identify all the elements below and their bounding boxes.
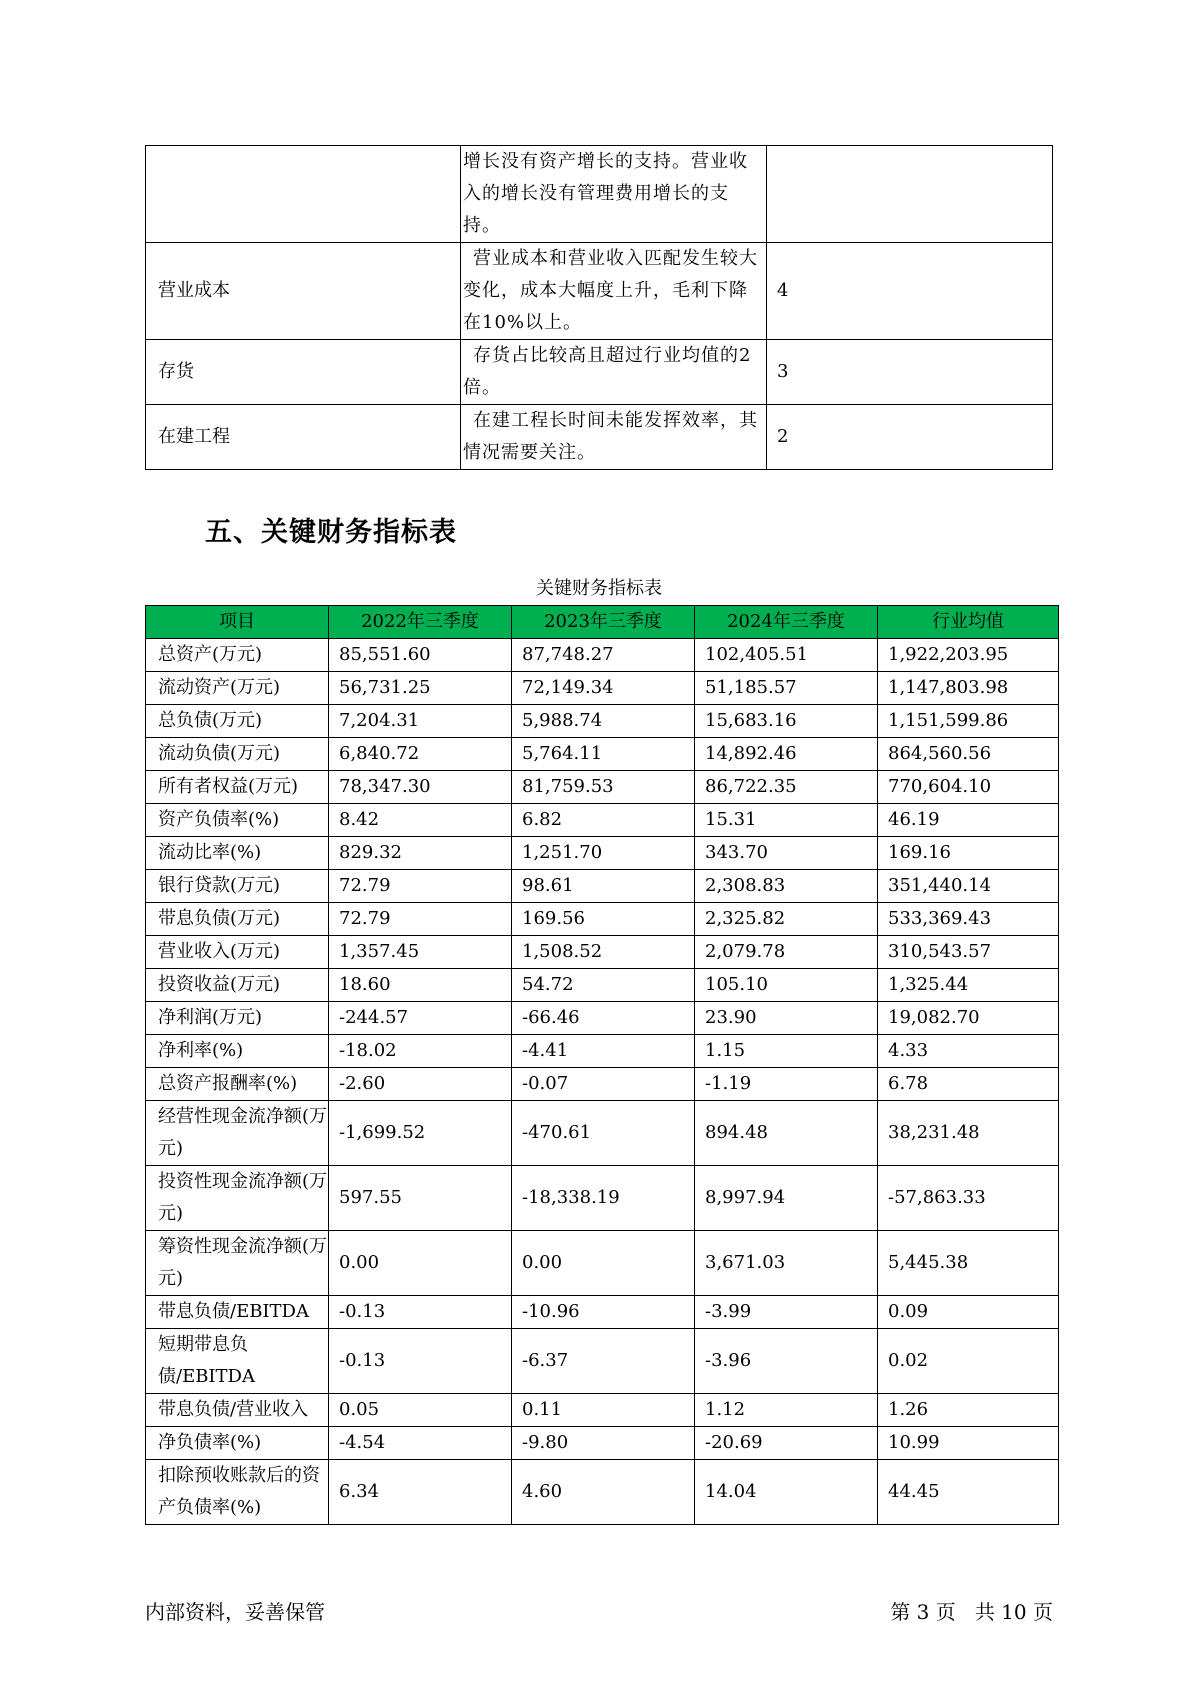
risk-score: 3	[767, 340, 1053, 405]
indicator-value: 6.82	[512, 804, 695, 837]
indicator-value: 597.55	[329, 1166, 512, 1231]
indicator-value: 1,251.70	[512, 837, 695, 870]
footer-confidential-note: 内部资料，妥善保管	[145, 1600, 325, 1624]
indicator-value: 0.02	[878, 1329, 1059, 1394]
indicator-value: 3,671.03	[695, 1231, 878, 1296]
table-row	[146, 705, 1059, 738]
indicator-value: 4.33	[878, 1035, 1059, 1068]
indicator-value: 8.42	[329, 804, 512, 837]
indicator-value: 7,204.31	[329, 705, 512, 738]
indicator-value: 6.34	[329, 1460, 512, 1525]
risk-description: 营业成本和营业收入匹配发生较大变化，成本大幅度上升，毛利下降在10%以上。	[461, 243, 767, 340]
risk-score	[767, 146, 1053, 243]
indicator-name: 扣除预收账款后的资产负债率(%)	[146, 1460, 329, 1525]
indicator-value: -4.54	[329, 1427, 512, 1460]
indicator-value: 0.00	[512, 1231, 695, 1296]
indicator-value: 5,764.11	[512, 738, 695, 771]
risk-item-name: 在建工程	[146, 405, 461, 470]
indicator-value: 2,325.82	[695, 903, 878, 936]
table-header-row	[146, 606, 1059, 639]
indicator-value: -0.13	[329, 1329, 512, 1394]
indicator-value: -2.60	[329, 1068, 512, 1101]
table-row	[146, 1002, 1059, 1035]
indicator-name: 总资产报酬率(%)	[146, 1068, 329, 1101]
indicator-value: 169.56	[512, 903, 695, 936]
footer-page-number: 第 3 页 共 10 页	[890, 1600, 1053, 1624]
indicator-value: 0.11	[512, 1394, 695, 1427]
risk-factor-table	[145, 145, 1053, 470]
risk-row	[146, 243, 1053, 340]
indicator-value: 169.16	[878, 837, 1059, 870]
indicator-value: 14.04	[695, 1460, 878, 1525]
indicator-value: 1,508.52	[512, 936, 695, 969]
indicator-value: 19,082.70	[878, 1002, 1059, 1035]
indicator-value: 102,405.51	[695, 639, 878, 672]
indicator-name: 投资收益(万元)	[146, 969, 329, 1002]
indicator-value: -3.96	[695, 1329, 878, 1394]
indicator-value: 23.90	[695, 1002, 878, 1035]
indicator-value: -9.80	[512, 1427, 695, 1460]
indicator-name: 短期带息负债/EBITDA	[146, 1329, 329, 1394]
indicator-value: -244.57	[329, 1002, 512, 1035]
indicator-value: 1,357.45	[329, 936, 512, 969]
indicator-value: 15,683.16	[695, 705, 878, 738]
table-row	[146, 1460, 1059, 1525]
column-header: 行业均值	[878, 606, 1059, 639]
table-row	[146, 1329, 1059, 1394]
indicator-value: -470.61	[512, 1101, 695, 1166]
risk-item-name: 营业成本	[146, 243, 461, 340]
table-row	[146, 639, 1059, 672]
table-caption: 关键财务指标表	[536, 578, 662, 599]
table-row	[146, 1166, 1059, 1231]
risk-description: 增长没有资产增长的支持。营业收入的增长没有管理费用增长的支持。	[461, 146, 767, 243]
indicator-value: -1,699.52	[329, 1101, 512, 1166]
indicator-value: 2,079.78	[695, 936, 878, 969]
indicator-value: 72,149.34	[512, 672, 695, 705]
risk-row	[146, 146, 1053, 243]
indicator-value: -18.02	[329, 1035, 512, 1068]
indicator-value: 6.78	[878, 1068, 1059, 1101]
column-header: 2023年三季度	[512, 606, 695, 639]
indicator-value: 18.60	[329, 969, 512, 1002]
column-header: 项目	[146, 606, 329, 639]
indicator-value: -0.07	[512, 1068, 695, 1101]
indicator-name: 资产负债率(%)	[146, 804, 329, 837]
indicator-value: 1.12	[695, 1394, 878, 1427]
indicator-value: 1.26	[878, 1394, 1059, 1427]
indicator-value: 56,731.25	[329, 672, 512, 705]
risk-row	[146, 405, 1053, 470]
indicator-name: 筹资性现金流净额(万元)	[146, 1231, 329, 1296]
indicator-value: 1.15	[695, 1035, 878, 1068]
table-row	[146, 672, 1059, 705]
indicator-value: -57,863.33	[878, 1166, 1059, 1231]
indicator-value: 46.19	[878, 804, 1059, 837]
table-row	[146, 738, 1059, 771]
indicator-value: 105.10	[695, 969, 878, 1002]
indicator-value: 770,604.10	[878, 771, 1059, 804]
indicator-name: 带息负债/营业收入	[146, 1394, 329, 1427]
risk-description: 在建工程长时间未能发挥效率，其情况需要关注。	[461, 405, 767, 470]
indicator-name: 经营性现金流净额(万元)	[146, 1101, 329, 1166]
indicator-name: 带息负债/EBITDA	[146, 1296, 329, 1329]
column-header: 2024年三季度	[695, 606, 878, 639]
indicator-name: 净利率(%)	[146, 1035, 329, 1068]
indicator-value: 1,151,599.86	[878, 705, 1059, 738]
table-row	[146, 1035, 1059, 1068]
indicator-name: 投资性现金流净额(万元)	[146, 1166, 329, 1231]
risk-score: 2	[767, 405, 1053, 470]
indicator-value: 72.79	[329, 870, 512, 903]
indicator-value: 10.99	[878, 1427, 1059, 1460]
risk-item-name	[146, 146, 461, 243]
table-row	[146, 1394, 1059, 1427]
indicator-name: 流动资产(万元)	[146, 672, 329, 705]
indicator-name: 银行贷款(万元)	[146, 870, 329, 903]
indicator-value: 0.09	[878, 1296, 1059, 1329]
indicator-value: -20.69	[695, 1427, 878, 1460]
indicator-value: 8,997.94	[695, 1166, 878, 1231]
indicator-value: 72.79	[329, 903, 512, 936]
indicator-value: 51,185.57	[695, 672, 878, 705]
table-row	[146, 1231, 1059, 1296]
table-row	[146, 870, 1059, 903]
indicator-name: 流动比率(%)	[146, 837, 329, 870]
indicator-value: 44.45	[878, 1460, 1059, 1525]
indicator-value: 1,922,203.95	[878, 639, 1059, 672]
column-header: 2022年三季度	[329, 606, 512, 639]
financial-indicators-table	[145, 605, 1059, 1525]
indicator-value: 86,722.35	[695, 771, 878, 804]
indicator-value: -18,338.19	[512, 1166, 695, 1231]
indicator-value: 0.00	[329, 1231, 512, 1296]
indicator-value: 0.05	[329, 1394, 512, 1427]
table-row	[146, 1101, 1059, 1166]
indicator-value: 2,308.83	[695, 870, 878, 903]
section-heading: 五、关键财务指标表	[205, 517, 457, 548]
indicator-value: 15.31	[695, 804, 878, 837]
indicator-value: -10.96	[512, 1296, 695, 1329]
indicator-value: 5,988.74	[512, 705, 695, 738]
indicator-value: 1,147,803.98	[878, 672, 1059, 705]
indicator-value: -66.46	[512, 1002, 695, 1035]
indicator-value: 14,892.46	[695, 738, 878, 771]
indicator-value: 98.61	[512, 870, 695, 903]
indicator-value: -3.99	[695, 1296, 878, 1329]
indicator-value: 78,347.30	[329, 771, 512, 804]
risk-item-name: 存货	[146, 340, 461, 405]
table-row	[146, 837, 1059, 870]
table-row	[146, 1427, 1059, 1460]
table-row	[146, 771, 1059, 804]
indicator-value: 533,369.43	[878, 903, 1059, 936]
risk-description: 存货占比较高且超过行业均值的2倍。	[461, 340, 767, 405]
indicator-value: 864,560.56	[878, 738, 1059, 771]
indicator-value: 829.32	[329, 837, 512, 870]
indicator-name: 流动负债(万元)	[146, 738, 329, 771]
indicator-value: 351,440.14	[878, 870, 1059, 903]
indicator-value: -6.37	[512, 1329, 695, 1394]
table-row	[146, 1068, 1059, 1101]
indicator-value: 81,759.53	[512, 771, 695, 804]
table-row	[146, 936, 1059, 969]
indicator-value: 38,231.48	[878, 1101, 1059, 1166]
indicator-name: 带息负债(万元)	[146, 903, 329, 936]
indicator-value: 4.60	[512, 1460, 695, 1525]
indicator-value: 85,551.60	[329, 639, 512, 672]
table-row	[146, 969, 1059, 1002]
indicator-name: 总负债(万元)	[146, 705, 329, 738]
indicator-value: -0.13	[329, 1296, 512, 1329]
table-row	[146, 804, 1059, 837]
risk-score: 4	[767, 243, 1053, 340]
indicator-value: -1.19	[695, 1068, 878, 1101]
indicator-name: 营业收入(万元)	[146, 936, 329, 969]
indicator-value: 343.70	[695, 837, 878, 870]
table-row	[146, 1296, 1059, 1329]
indicator-name: 所有者权益(万元)	[146, 771, 329, 804]
indicator-name: 净负债率(%)	[146, 1427, 329, 1460]
indicator-value: 87,748.27	[512, 639, 695, 672]
indicator-value: 310,543.57	[878, 936, 1059, 969]
indicator-value: -4.41	[512, 1035, 695, 1068]
indicator-value: 1,325.44	[878, 969, 1059, 1002]
risk-row	[146, 340, 1053, 405]
indicator-value: 54.72	[512, 969, 695, 1002]
indicator-name: 净利润(万元)	[146, 1002, 329, 1035]
indicator-value: 5,445.38	[878, 1231, 1059, 1296]
indicator-value: 6,840.72	[329, 738, 512, 771]
indicator-value: 894.48	[695, 1101, 878, 1166]
table-row	[146, 903, 1059, 936]
indicator-name: 总资产(万元)	[146, 639, 329, 672]
